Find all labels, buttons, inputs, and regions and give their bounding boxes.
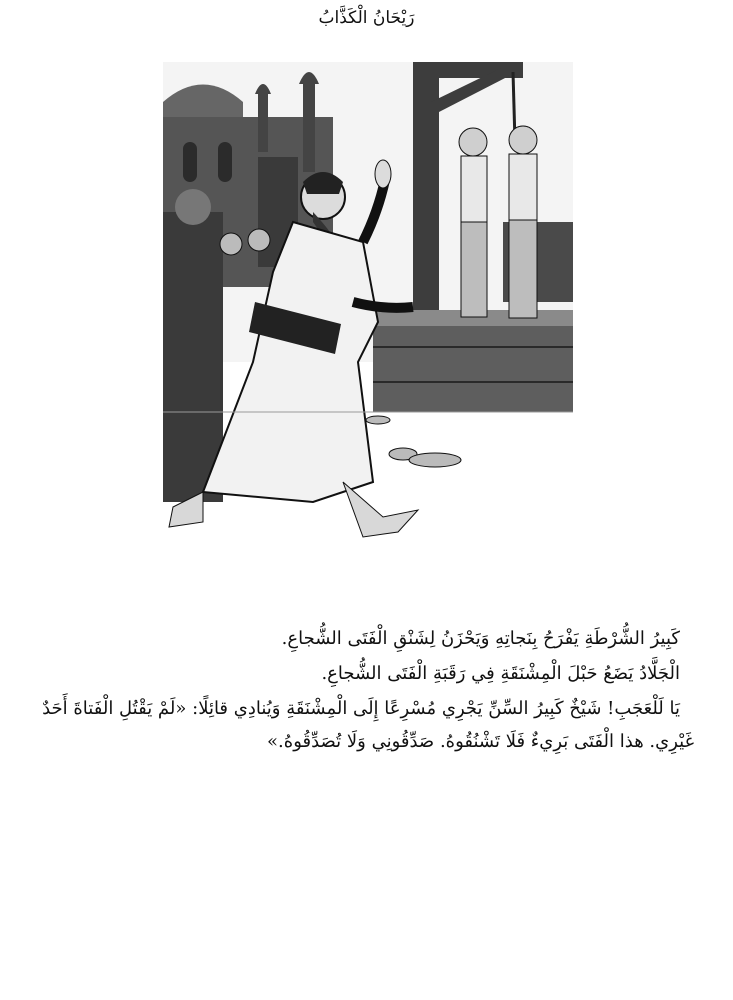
story-text <box>40 622 694 760</box>
story-illustration-icon <box>163 62 573 582</box>
paragraph-2: الْجَلَّادُ يَضَعُ حَبْلَ الْمِشْنَقَةِ فِي رَقَبَةِ الْفَتَى الشُّجاعِ. <box>321 663 680 684</box>
page-title: رَيْحَانُ الْكَذَّابُ <box>318 8 415 28</box>
paragraph-3: يَا لَلْعَجَبِ! شَيْخٌ كَبِيرُ السِّنِّ يَجْرِي مُسْرِعًا إِلَى الْمِشْنَقَةِ وَيُنادِي قائِلًا: «لَمْ يَقْتُلِ الْفَتاةَ أَحَدٌ غَيْرِي. هذا الْفَتَى بَرِيءٌ فَلَا تَشْنُقُوهُ. صَدِّقُونِي وَلَا تُصَدِّقُوهُ.» <box>42 698 694 752</box>
paragraph-1: كَبِيرُ الشُّرْطَةِ يَفْرَحُ بِنَجاتِهِ وَيَحْزَنُ لِشَنْقِ الْفَتَى الشُّجاعِ. <box>281 628 680 649</box>
